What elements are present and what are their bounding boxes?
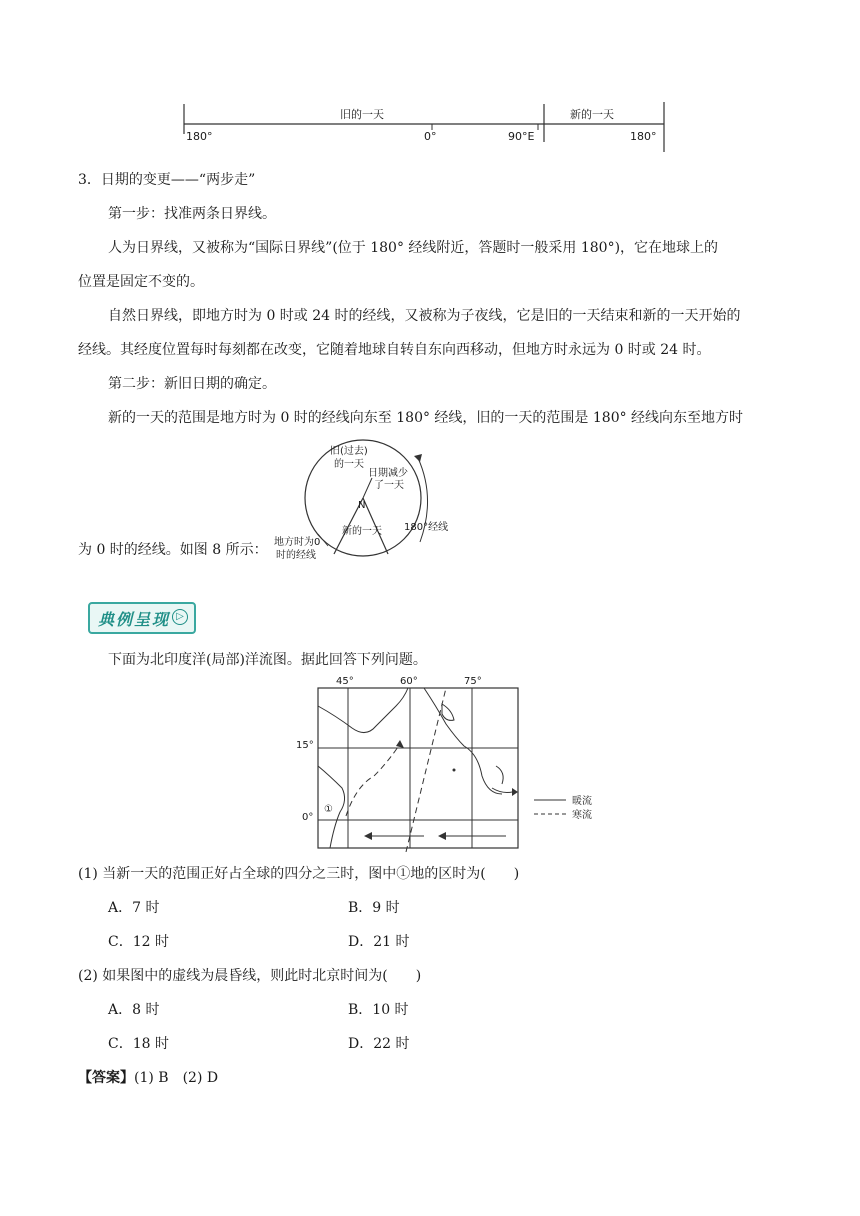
coast-india [424, 688, 502, 794]
answer-label: 【答案】 [78, 1070, 134, 1086]
example-badge [88, 602, 196, 634]
tick-90e: 90°E [508, 130, 535, 143]
circle-old-a: 旧(过去) [330, 446, 368, 457]
lon75-label: 75° [464, 676, 482, 687]
para1-line2: 位置是固定不变的。 [78, 274, 204, 290]
map-dot [453, 769, 456, 772]
circle-old-b: 的一天 [334, 459, 364, 470]
tick-180-left: 180° [186, 130, 213, 143]
lon60-label: 60° [400, 676, 418, 687]
legend-cold-label: 寒流 [572, 810, 592, 821]
circle-less-a: 日期减少 [368, 468, 408, 479]
ocean-current-map [296, 676, 608, 852]
answer-text: (1) B (2) D [134, 1070, 219, 1086]
q1-option-a: A．7 时 [108, 900, 160, 916]
circle-zero-b: 时的经线 [276, 550, 316, 561]
para3-line2: 为 0 时的经线。如图 8 所示： [78, 542, 268, 558]
arrow-line [363, 478, 372, 498]
q2-stem: (2) 如果图中的虚线为晨昏线，则此时北京时间为( ) [78, 968, 422, 984]
old-day-label: 旧的一天 [340, 108, 384, 121]
coast-gulf [442, 704, 454, 720]
point-1-label: ① [324, 804, 333, 815]
tick-180-right: 180° [630, 130, 657, 143]
circle-new-day: 新的一天 [342, 526, 382, 537]
arrow-somali [396, 740, 404, 748]
arrow-eq-1 [438, 832, 446, 840]
timeline-figure [180, 100, 670, 156]
para2-line2: 经线。其经度位置每时每刻都在改变，它随着地球自转自东向西移动，但地方时永远为 0 时或 24 时。 [78, 342, 711, 358]
q1-option-c: C．12 时 [108, 934, 169, 950]
date-circle-figure [268, 438, 478, 562]
q1-option-d: D．21 时 [348, 934, 410, 950]
circle-zero-a: 地方时为0 [274, 537, 321, 548]
q2-option-b: B．10 时 [348, 1002, 409, 1018]
circle-180: 180°经线 [404, 522, 449, 533]
section-heading: 3．日期的变更——“两步走” [78, 172, 256, 188]
coast-srilanka [496, 766, 503, 784]
cold-current-somali [346, 744, 400, 816]
circle-north: N [358, 500, 366, 511]
play-icon: ▷ [172, 609, 188, 625]
step2-text: 第二步：新旧日期的确定。 [108, 376, 276, 392]
arrow-eq-2 [364, 832, 372, 840]
lon45-label: 45° [336, 676, 354, 687]
tick-0: 0° [424, 130, 437, 143]
new-day-label: 新的一天 [570, 108, 614, 121]
arrow-bengal [512, 788, 518, 796]
lat15-label: 15° [296, 740, 314, 751]
para1-line1: 人为日界线，又被称为“国际日界线”(位于 180° 经线附近，答题时一般采用 180°)，它在地球上的 [108, 240, 719, 256]
rotation-arrowhead [414, 454, 422, 462]
q2-option-c: C．18 时 [108, 1036, 169, 1052]
circle-less-b: 了一天 [374, 480, 404, 491]
para2-line1: 自然日界线，即地方时为 0 时或 24 时的经线，又被称为子夜线，它是旧的一天结束和新的一天开始的 [108, 308, 741, 324]
q2-option-a: A．8 时 [108, 1002, 160, 1018]
q1-option-b: B．9 时 [348, 900, 400, 916]
coast-arabia [318, 688, 408, 733]
example-badge-text: 典例呈现 [98, 610, 171, 629]
q2-option-d: D．22 时 [348, 1036, 410, 1052]
step1-text: 第一步：找准两条日界线。 [108, 206, 276, 222]
para3-line1: 新的一天的范围是地方时为 0 时的经线向东至 180° 经线，旧的一天的范围是 180° 经线向东至地方时 [108, 410, 744, 426]
q1-stem: (1) 当新一天的范围正好占全球的四分之三时，图中①地的区时为( ) [78, 866, 520, 882]
dashed-line [406, 688, 446, 852]
example-intro: 下面为北印度洋(局部)洋流图。据此回答下列问题。 [108, 652, 427, 668]
warm-current-bengal [492, 788, 512, 793]
lat0-label: 0° [302, 812, 314, 823]
ocean-map-svg [296, 676, 608, 852]
answer-line [78, 1068, 218, 1088]
legend-warm-label: 暖流 [572, 796, 592, 807]
